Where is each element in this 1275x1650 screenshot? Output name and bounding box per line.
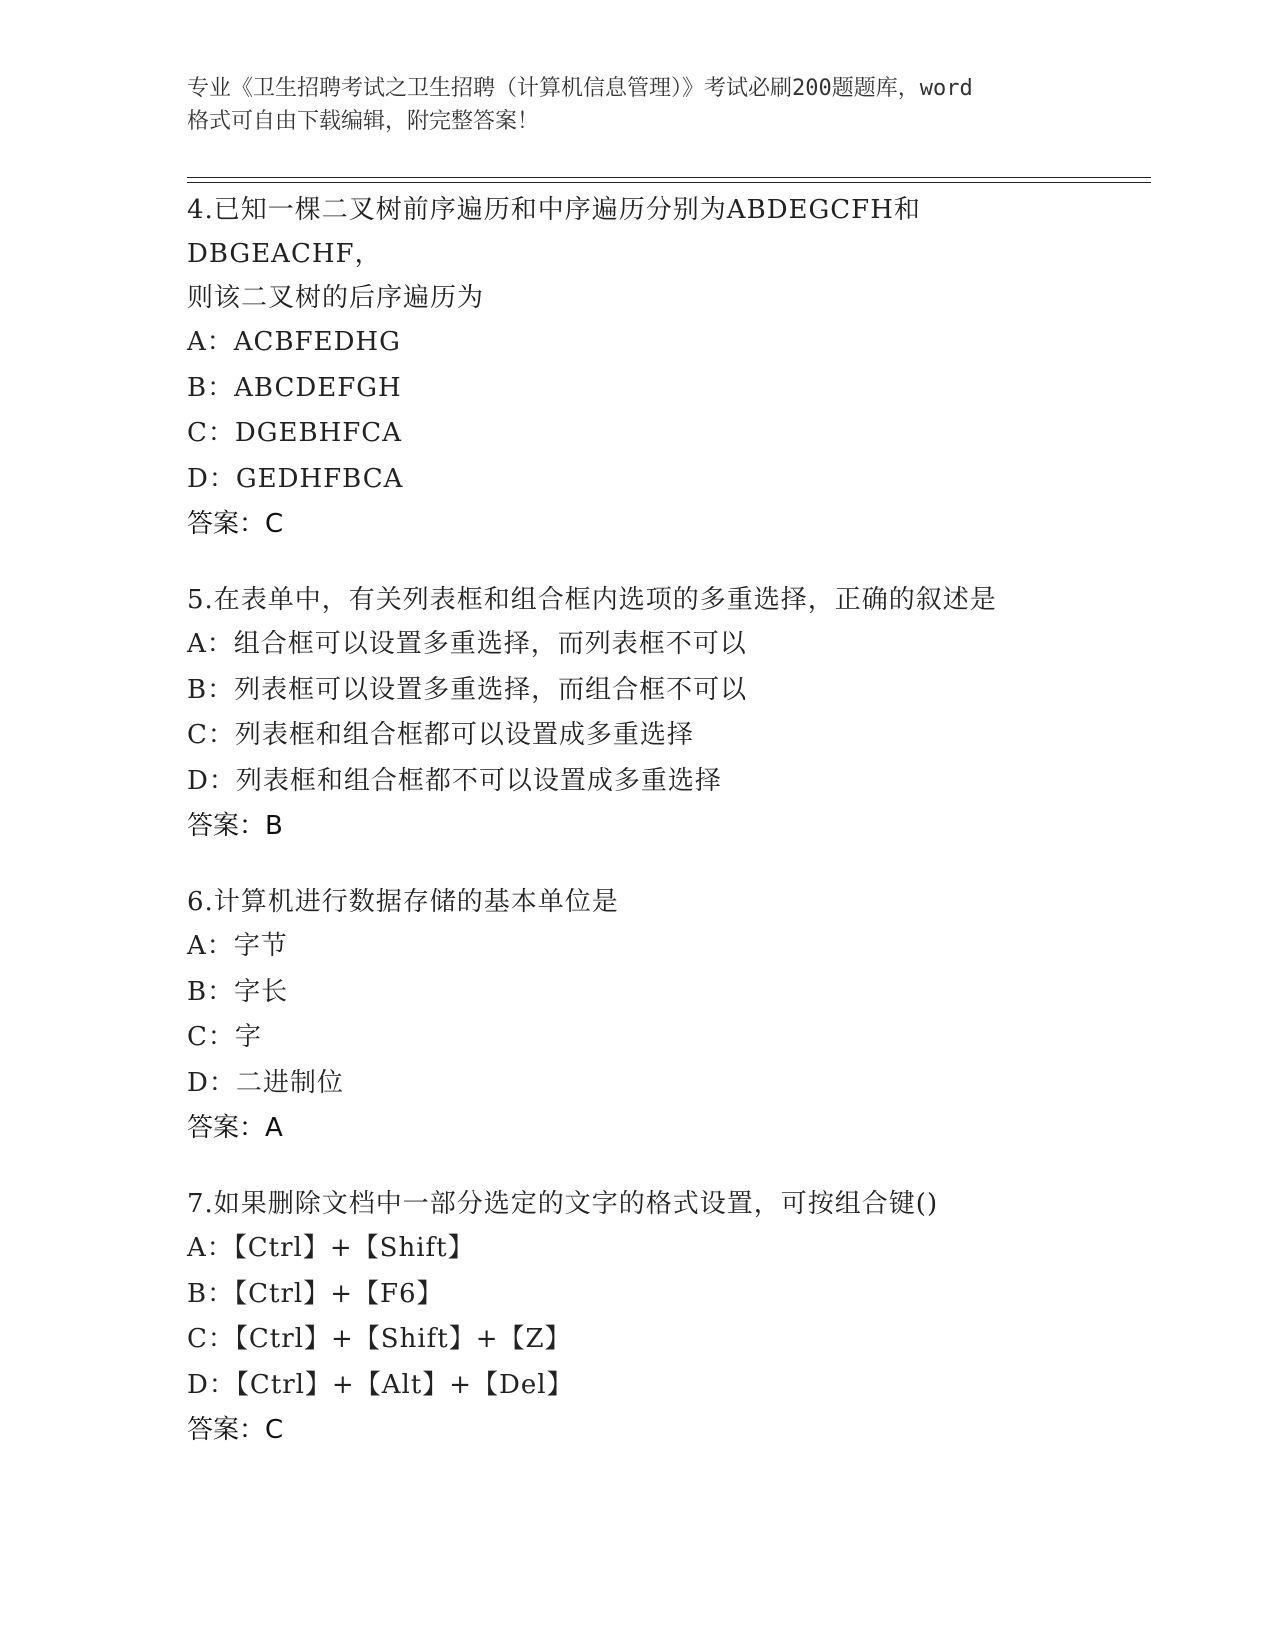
question-4 bbox=[187, 188, 1087, 546]
question-stem: 7.如果删除文档中一部分选定的文字的格式设置，可按组合键() bbox=[187, 1189, 939, 1219]
option-d: D：二进制位 bbox=[187, 1067, 344, 1098]
question-stem-line-2: 则该二叉树的后序遍历为 bbox=[187, 283, 485, 313]
header-divider-top bbox=[187, 177, 1151, 178]
answer: 答案：A bbox=[187, 1113, 283, 1143]
option-c: C：【Ctrl】+【Shift】+【Z】 bbox=[187, 1324, 572, 1354]
option-b: B：列表框可以设置多重选择，而组合框不可以 bbox=[187, 674, 748, 705]
option-b: B：字长 bbox=[187, 976, 289, 1007]
option-d: D：列表框和组合框都不可以设置成多重选择 bbox=[187, 765, 722, 796]
question-list bbox=[187, 188, 1087, 1484]
question-stem: 5.在表单中，有关列表框和组合框内选项的多重选择，正确的叙述是 bbox=[187, 585, 997, 615]
header-line-1: 专业《卫生招聘考试之卫生招聘（计算机信息管理）》考试必刷200题题库，word bbox=[187, 76, 973, 101]
option-b: B：【Ctrl】+【F6】 bbox=[187, 1278, 444, 1309]
option-c: C：列表框和组合框都可以设置成多重选择 bbox=[187, 720, 694, 750]
question-6 bbox=[187, 880, 1087, 1150]
option-c: C：DGEBHFCA bbox=[187, 418, 402, 448]
option-d: D：GEDHFBCA bbox=[187, 463, 404, 494]
option-a: A：ACBFEDHG bbox=[187, 327, 401, 357]
header-divider-bottom bbox=[187, 182, 1151, 183]
question-5 bbox=[187, 578, 1087, 848]
option-a: A：组合框可以设置多重选择，而列表框不可以 bbox=[187, 629, 747, 659]
question-stem bbox=[187, 188, 1087, 320]
document-header bbox=[187, 72, 1087, 138]
option-d: D：【Ctrl】+【Alt】+【Del】 bbox=[187, 1369, 574, 1400]
option-b: B：ABCDEFGH bbox=[187, 372, 402, 403]
question-stem-line-1: 4.已知一棵二叉树前序遍历和中序遍历分别为ABDEGCFH和DBGEACHF， bbox=[187, 195, 921, 269]
option-a: A：【Ctrl】+【Shift】 bbox=[187, 1233, 475, 1263]
answer: 答案：C bbox=[187, 1415, 284, 1445]
answer: 答案：B bbox=[187, 811, 283, 841]
answer: 答案：C bbox=[187, 509, 284, 539]
question-stem: 6.计算机进行数据存储的基本单位是 bbox=[187, 887, 619, 917]
option-c: C：字 bbox=[187, 1022, 262, 1052]
header-line-2: 格式可自由下载编辑，附完整答案！ bbox=[187, 109, 540, 134]
question-7 bbox=[187, 1182, 1087, 1452]
option-a: A：字节 bbox=[187, 931, 288, 961]
